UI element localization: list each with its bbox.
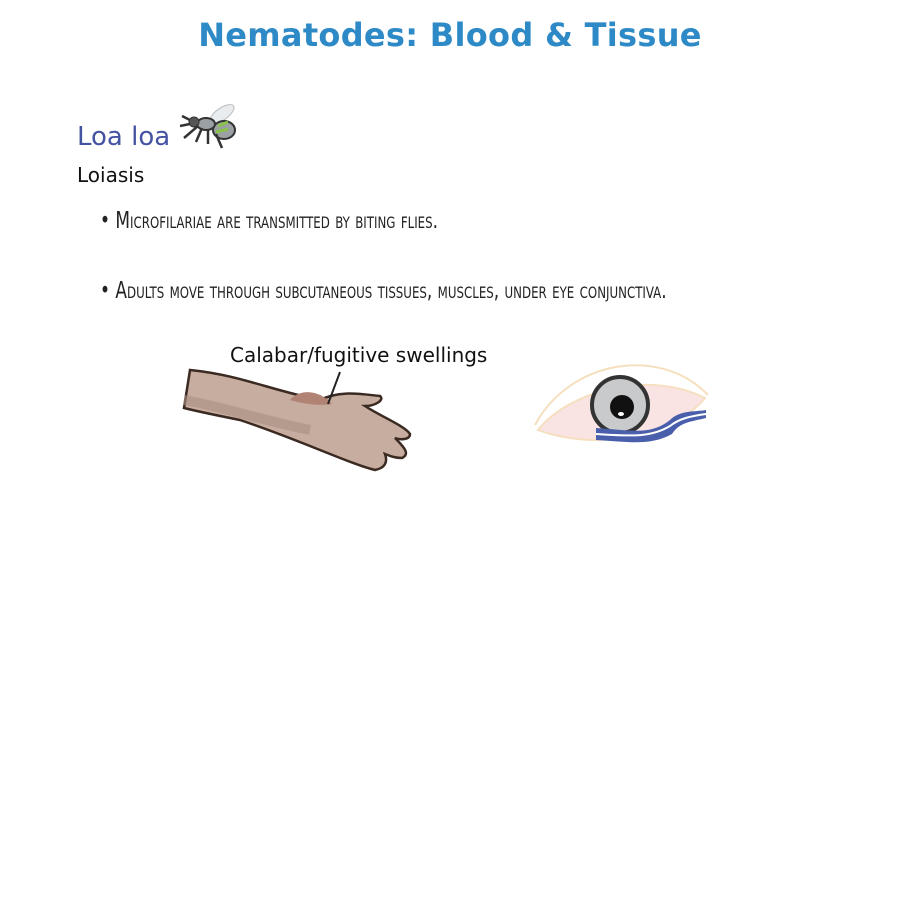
section-subheading: Loiasis bbox=[77, 163, 145, 187]
fly-icon bbox=[176, 100, 240, 159]
page-title: Nematodes: Blood & Tissue bbox=[198, 16, 702, 54]
bullet-item: • Adults move through subcutaneous tissues, muscles, under eye conjunctiva. bbox=[100, 278, 667, 304]
arm-caption: Calabar/fugitive swellings bbox=[230, 343, 488, 367]
eye-worm-illustration bbox=[530, 350, 720, 460]
bullet-item: • Microfilariae are transmitted by biting flies. bbox=[100, 208, 439, 234]
arm-swelling-illustration bbox=[180, 360, 420, 480]
section-heading: Loa loa bbox=[77, 122, 171, 152]
